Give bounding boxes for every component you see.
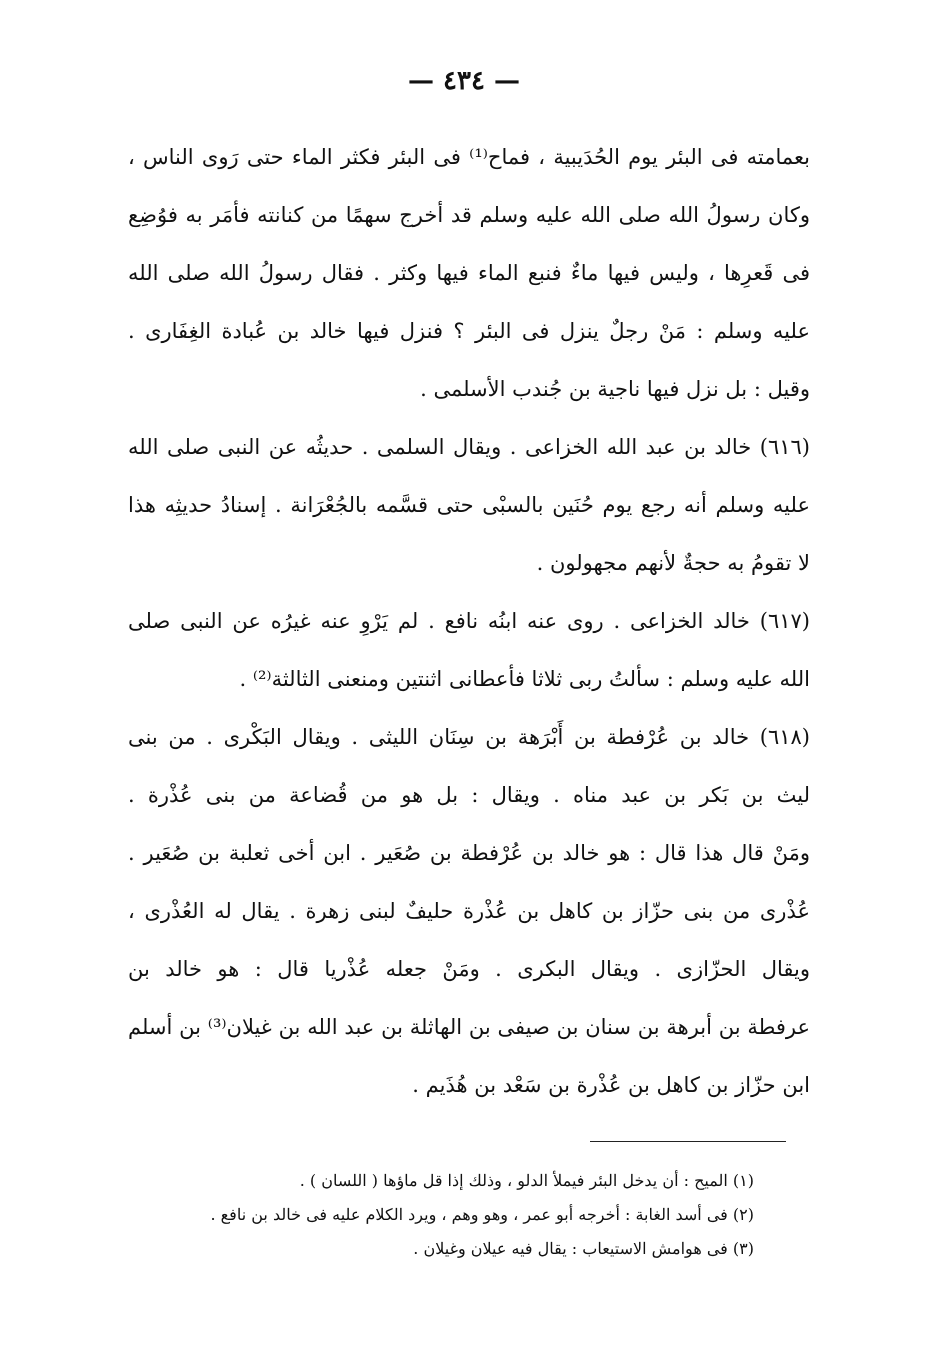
page-number: — ٤٣٤ — bbox=[407, 66, 521, 96]
footnote-divider bbox=[590, 1141, 786, 1142]
text-line: عليه وسلم أنه رجع يوم حُنَين بالسبْى حتى قسَّمه بالجُعْرَانة . إسنادُ حديثِه هذا bbox=[128, 493, 810, 517]
footnote-1: (١) الميح : أن يدخل البئر فيملأ الدلو ، وذلك إذا قل ماؤها ( اللسان ) . bbox=[299, 1171, 754, 1190]
footnote-3: (٣) فى هوامش الاستيعاب : يقال فيه عيلان وغيلان . bbox=[413, 1239, 754, 1258]
text-line: بعمامته فى البئر يوم الحُدَيبية ، فماح⁽¹⁾ فى البئر فكثر الماء حتى رَوى الناس ، bbox=[128, 145, 810, 169]
text-line: الله عليه وسلم : سألتُ ربى ثلاثا فأعطانى اثنتين ومنعنى الثالثة⁽²⁾ . bbox=[239, 667, 810, 691]
text-line: ابن حزّاز بن كاهل بن عُذْرة بن سَعْد بن هُذَيم . bbox=[412, 1073, 810, 1097]
text-line: ليث بن بَكر بن عبد مناه . ويقال : بل هو من قُضاعة من بنى عُذْرة . bbox=[128, 783, 810, 807]
text-line: وكان رسولُ الله صلى الله عليه وسلم قد أخرج سهمًا من كنانته فأمَر به فوُضِع bbox=[128, 203, 810, 227]
text-line: عُذْرى من بنى حزّاز بن كاهل بن عُذْرة حليفٌ لبنى زهرة . يقال له العُذْرى ، bbox=[128, 899, 810, 923]
text-line: ومَنْ قال هذا قال : هو خالد بن عُرْفطة بن صُعَير . ابن أخى ثعلبة بن صُعَير . bbox=[128, 841, 810, 865]
entry-618-start: (٦١٨) خالد بن عُرْفطة بن أَبْرَهة بن سِنَان الليثى . ويقال البَكْرى . من بنى bbox=[128, 725, 810, 749]
text-line: وقيل : بل نزل فيها ناجية بن جُندب الأسلمى . bbox=[420, 377, 810, 401]
footnotes bbox=[114, 1164, 754, 1266]
text-line: عليه وسلم : مَنْ رجلٌ ينزل فى البئر ؟ فنزل فيها خالد بن عُبادة الغِفَارى . bbox=[128, 319, 810, 343]
entry-617-start: (٦١٧) خالد الخزاعى . روى عنه ابنُه نافع . لم يَرْوِ عنه غيرُه عن النبى صلى bbox=[128, 609, 810, 633]
text-line: ويقال الحزّازى . ويقال البكرى . ومَنْ جعله عُذْريا قال : هو خالد بن bbox=[128, 957, 810, 981]
text-line: عرفطة بن أبرهة بن سنان بن صيفى بن الهاثلة بن عبد الله بن غيلان⁽³⁾ بن أسلم bbox=[128, 1015, 810, 1039]
main-text-block bbox=[128, 128, 810, 1114]
entry-616-start: (٦١٦) خالد بن عبد الله الخزاعى . ويقال السلمى . حديثُه عن النبى صلى الله bbox=[128, 435, 810, 459]
text-line: فى قَعرِها ، وليس فيها ماءٌ فنبع الماء فيها وكثر . فقال رسولُ الله صلى الله bbox=[128, 261, 810, 285]
text-line: لا تقومُ به حجةٌ لأنهم مجهولون . bbox=[536, 551, 810, 575]
footnote-2: (٢) فى أسد الغابة : أخرجه أبو عمر ، وهو وهم ، ويرد الكلام عليه فى خالد بن نافع . bbox=[210, 1205, 754, 1224]
